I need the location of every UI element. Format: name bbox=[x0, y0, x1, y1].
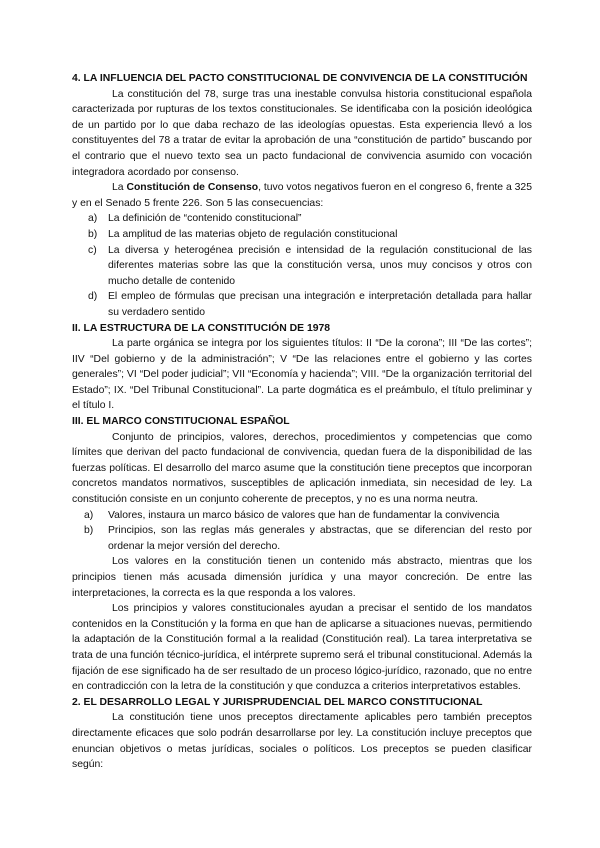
list-item bbox=[88, 211, 532, 227]
list-item-text: El empleo de fórmulas que precisan una integración e interpretación detallada para hallar su verdadero sentido bbox=[108, 291, 532, 318]
list-item-text: Principios, son las reglas más generales y abstractas, que se diferencian del resto por ordenar la mejor versión del derecho. bbox=[108, 525, 532, 552]
consequences-list bbox=[72, 211, 532, 320]
list-item-text: La definición de “contenido constitucional” bbox=[108, 213, 302, 225]
list-item bbox=[88, 227, 532, 243]
text-run: , tuvo votos negativos fueron en el congreso 6, frente a 325 y en el Senado 5 frente 226. Son 5 las consecuencias: bbox=[72, 182, 532, 209]
list-marker: b) bbox=[88, 228, 98, 240]
paragraph: Los principios y valores constitucionales ayudan a precisar el sentido de los mandatos contenidos en la Constitución y la forma en que han de aplicarse a situaciones nuevas, permitiendo la adaptación de la Constitución formal a la realidad (Constitución real). La tarea interpretativa se trata de una función técnico-jurídica, el intérprete supremo será el tribunal constitucional. Además la fijación de ese significado ha de ser resultado de un proceso lógico-jurídico, razonado, que no entre en contradicción con la letra de la constitución y que conduzca a criterios interpretativos estables. bbox=[72, 603, 532, 693]
list-marker: b) bbox=[84, 525, 94, 537]
values-principles-list bbox=[72, 508, 532, 555]
text-run: La bbox=[112, 182, 127, 194]
paragraph: La constitución tiene unos preceptos directamente aplicables pero también preceptos directamente eficaces que solo podrán desarrollarse por ley. La constitución incluye preceptos que enuncian objetivos o metas jurídicas, sociales o políticos. Los preceptos se pueden clasificar según: bbox=[72, 712, 532, 771]
paragraph: Los valores en la constitución tienen un contenido más abstracto, mientras que los principios tienen más acusada dimensión jurídica y una mayor concreción. De entre las interpretaciones, la correcta es la que responda a los valores. bbox=[72, 556, 532, 599]
list-marker: a) bbox=[88, 213, 98, 225]
list-item bbox=[88, 243, 532, 290]
list-item-text: La diversa y heterogénea precisión e intensidad de la regulación constitucional de las diferentes materias sobre las que la constitución versa, unos muy concisos y otros con mucho detalle de contenido bbox=[108, 244, 532, 287]
list-item-text: La amplitud de las materias objeto de regulación constitucional bbox=[108, 228, 398, 240]
paragraph: La parte orgánica se integra por los siguientes títulos: II “De la corona”; III “De las cortes”; IIV “Del gobierno y de la administración”; V “De las relaciones entre el gobierno y las cortes generales”; VI “Del poder judicial”; VII “Economía y hacienda”; VIII. “De la organización territorial del Estado”; IX. “Del Tribunal Constitucional”. La parte dogmática es el preámbulo, el título preliminar y el título I. bbox=[72, 338, 532, 412]
list-item bbox=[84, 523, 532, 554]
list-marker: a) bbox=[84, 509, 94, 521]
bold-term: Constitución de Consenso bbox=[126, 182, 259, 194]
section-heading-influencia: 4. LA INFLUENCIA DEL PACTO CONSTITUCIONAL DE CONVIVENCIA DE LA CONSTITUCIÓN bbox=[72, 73, 528, 84]
list-item bbox=[88, 289, 532, 320]
section-heading-desarrollo: 2. EL DESARROLLO LEGAL Y JURISPRUDENCIAL DEL MARCO CONSTITUCIONAL bbox=[72, 696, 483, 708]
paragraph bbox=[72, 180, 532, 211]
list-item bbox=[84, 508, 532, 524]
list-item-text: Valores, instaura un marco básico de valores que han de fundamentar la convivencia bbox=[108, 509, 500, 521]
paragraph: La constitución del 78, surge tras una inestable convulsa historia constitucional española caracterizada por rupturas de los textos constitucionales. Se identificaba con la posición ideológica de un partido por lo que daba rechazo de las ideologías opuestas. Esta experiencia llevó a los constituyentes del 78 a tratar de evitar la aprobación de una “constitución de partido” buscando por el contrario que el nuevo texto sea un pacto fundacional de convivencia asumido con vocación integradora acordado por consenso. bbox=[72, 88, 532, 178]
paragraph: Conjunto de principios, valores, derechos, procedimientos y competencias que como límites que derivan del pacto fundacional de convivencia, quedan fuera de la disponibilidad de las fuerzas políticas. El desarrollo del marco asume que la constitución tiene preceptos que incorporan concretos mandatos normativos, susceptibles de aplicación inmediata, sin necesidad de ley. La constitución consiste en un conjunto coherente de preceptos, y no es una norma neutra. bbox=[72, 431, 532, 506]
list-marker: d) bbox=[88, 291, 98, 303]
list-marker: c) bbox=[88, 244, 97, 256]
section-heading-estructura: II. LA ESTRUCTURA DE LA CONSTITUCIÓN DE 1978 bbox=[72, 322, 331, 334]
section-heading-marco: III. EL MARCO CONSTITUCIONAL ESPAÑOL bbox=[72, 416, 290, 428]
